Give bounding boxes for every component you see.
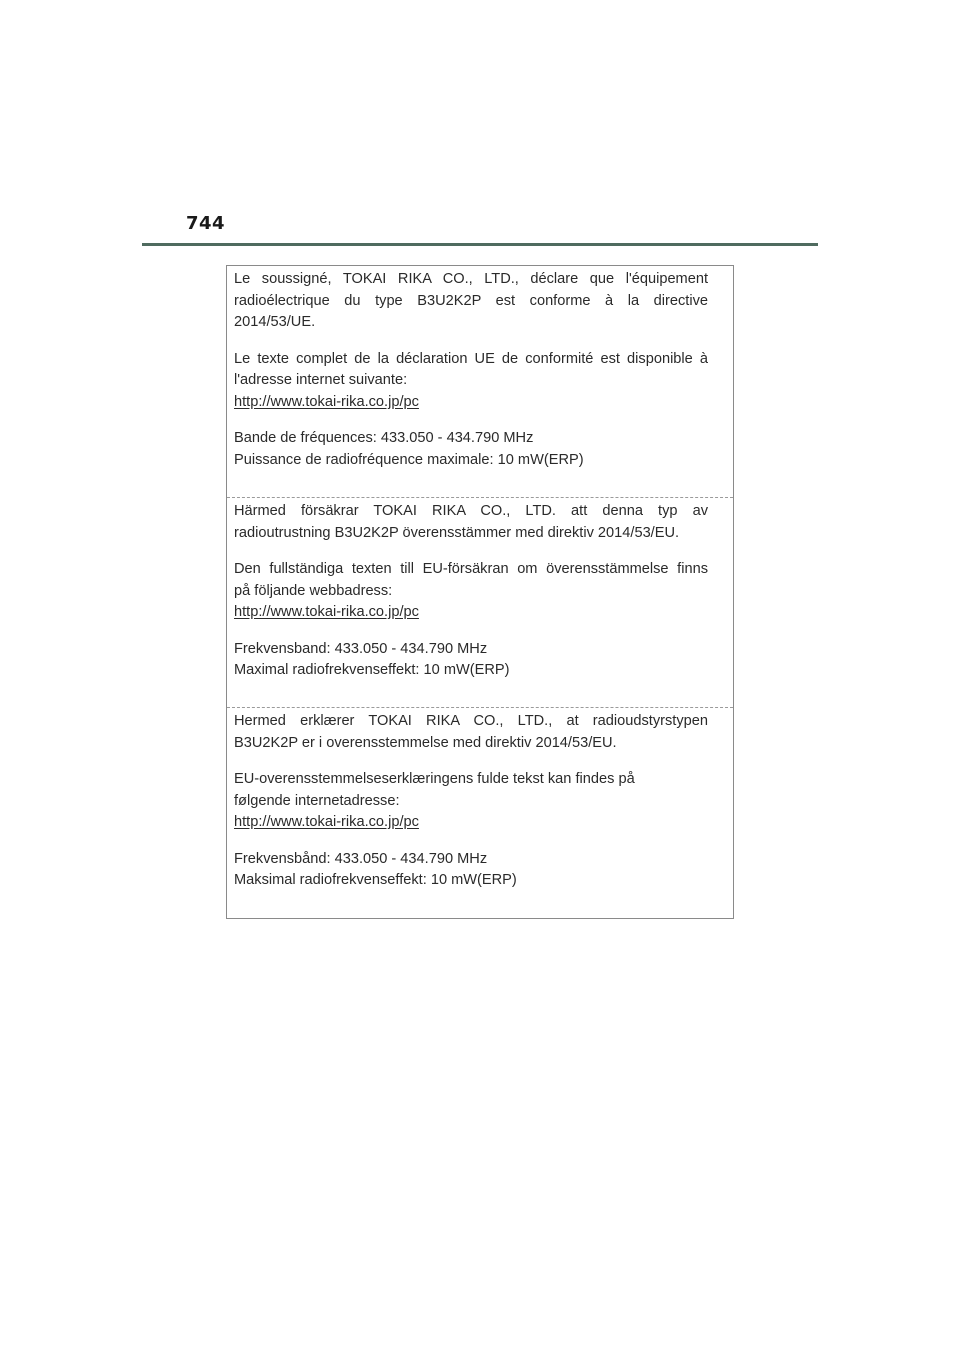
radio-specs [234, 639, 708, 682]
conformity-url-link[interactable]: http://www.tokai-rika.co.jp/pc [234, 393, 419, 410]
fulltext-notice [234, 349, 708, 414]
fulltext-notice [234, 559, 708, 624]
text-line: 2014/53/UE. [234, 314, 316, 330]
text-line: følgende internetadresse: [234, 792, 400, 809]
text-line: B3U2K2P er i overensstemmelse med direktiv 2014/53/EU. [234, 734, 617, 751]
declaration-section-fr [227, 266, 733, 497]
text-line: Le soussigné, TOKAI RIKA CO., LTD., déclare que l'équipement [234, 271, 708, 287]
text-line: radioutrustning B3U2K2P överensstämmer med direktiv 2014/53/EU. [234, 524, 680, 541]
declaration-text [234, 266, 708, 334]
text-line: l'adresse internet suivante: [234, 372, 408, 388]
declaration-section-da [227, 707, 733, 918]
frequency-band: Frekvensband: 433.050 - 434.790 MHz [234, 640, 488, 657]
page-number: 744 [186, 213, 226, 234]
max-power: Puissance de radiofréquence maximale: 10 mW(ERP) [234, 451, 584, 468]
header-rule [142, 243, 818, 246]
frequency-band: Bande de fréquences: 433.050 - 434.790 MHz [234, 430, 534, 446]
declaration-box [226, 265, 734, 919]
fulltext-notice [234, 769, 708, 834]
declaration-section-sv [227, 497, 733, 707]
frequency-band: Frekvensbånd: 433.050 - 434.790 MHz [234, 850, 488, 867]
text-line: Le texte complet de la déclaration UE de conformité est disponible à [234, 350, 708, 367]
text-line: EU-overensstemmelseserklæringens fulde tekst kan findes på [234, 771, 635, 787]
radio-specs [234, 849, 708, 892]
max-power: Maximal radiofrekvenseffekt: 10 mW(ERP) [234, 662, 510, 678]
conformity-url-link[interactable]: http://www.tokai-rika.co.jp/pc [234, 604, 419, 620]
declaration-text [234, 498, 708, 544]
declaration-text [234, 708, 708, 754]
text-line: Hermed erklærer TOKAI RIKA CO., LTD., at radioudstyrstypen [234, 713, 708, 729]
max-power: Maksimal radiofrekvenseffekt: 10 mW(ERP) [234, 872, 517, 888]
radio-specs [234, 428, 708, 471]
text-line: Härmed försäkrar TOKAI RIKA CO., LTD. att denna typ av [234, 503, 708, 519]
text-line: på följande webbadress: [234, 582, 393, 599]
text-line: radioélectrique du type B3U2K2P est conforme à la directive [234, 292, 708, 309]
conformity-url-link[interactable]: http://www.tokai-rika.co.jp/pc [234, 814, 419, 830]
text-line: Den fullständiga texten till EU-försäkran om överensstämmelse finns [234, 561, 708, 577]
